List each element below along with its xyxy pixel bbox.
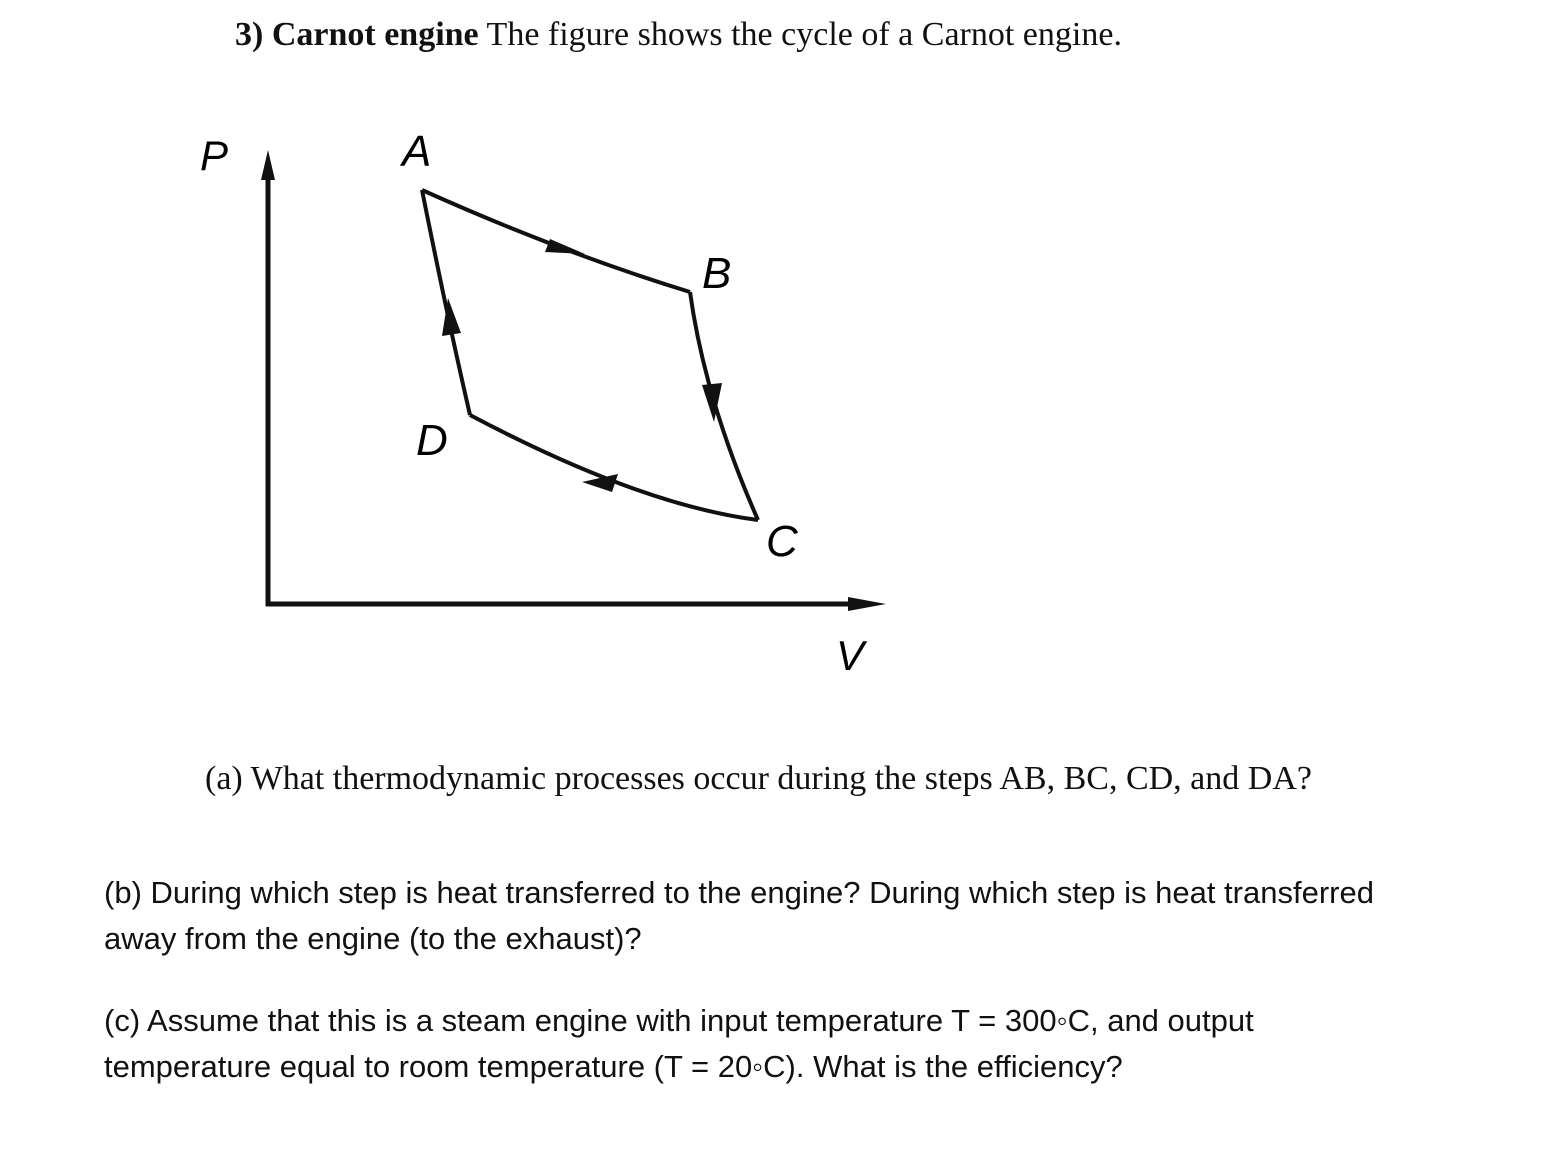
v-axis-arrowhead	[848, 597, 886, 611]
process-cd	[470, 415, 758, 520]
question-b-line-1: (b) During which step is heat transferred to the engine? During which step is heat transferred	[104, 875, 1374, 910]
point-label-d: D	[416, 416, 448, 465]
v-axis-label: V	[836, 632, 865, 679]
process-bc	[690, 292, 758, 520]
point-label-c: C	[766, 517, 798, 566]
question-c-line-1: (c) Assume that this is a steam engine with input temperature T = 300◦C, and output	[104, 1003, 1254, 1038]
problem-statement: The figure shows the cycle of a Carnot engine.	[486, 16, 1122, 53]
point-label-a: A	[402, 127, 432, 176]
question-b-line-2: away from the engine (to the exhaust)?	[104, 921, 642, 956]
question-a: (a) What thermodynamic processes occur during the steps AB, BC, CD, and DA?	[205, 760, 1312, 797]
arrow-ab	[545, 239, 585, 254]
question-b	[104, 870, 1544, 962]
process-ab	[422, 190, 690, 292]
question-c	[104, 998, 1544, 1090]
p-axis-label: P	[200, 132, 229, 179]
process-da	[422, 190, 470, 415]
question-c-line-2: temperature equal to room temperature (T = 20◦C). What is the efficiency?	[104, 1049, 1123, 1084]
p-axis-arrowhead	[261, 150, 275, 180]
point-label-b: B	[702, 249, 732, 298]
problem-title: Carnot engine	[271, 16, 479, 53]
problem-number: 3)	[235, 16, 264, 53]
